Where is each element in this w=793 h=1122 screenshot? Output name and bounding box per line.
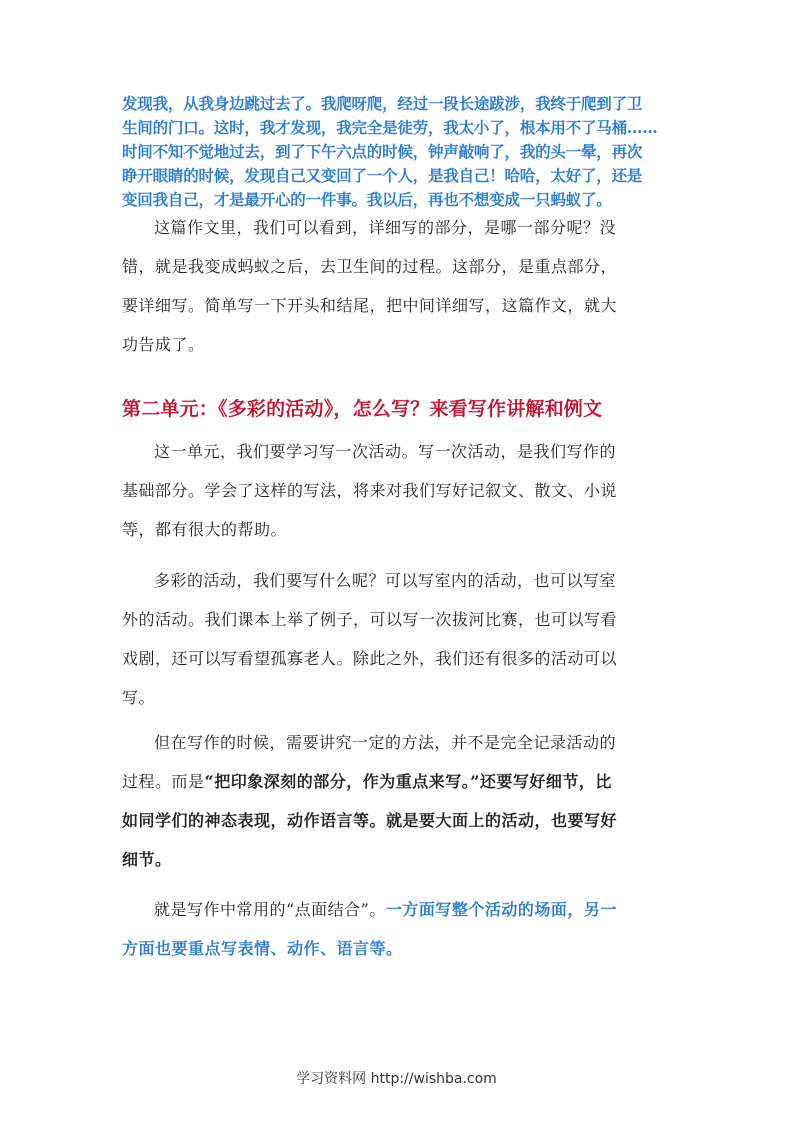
paragraph-line: 这篇作文里，我们可以看到，详细写的部分，是哪一部分呢？没	[154, 218, 617, 237]
paragraph-method	[122, 723, 670, 879]
footer-watermark: 学习资料网 http://wishba.com	[296, 1071, 497, 1087]
highlight-line: 方面也要重点写表情、动作、语言等。	[122, 939, 403, 958]
paragraph-line: 多彩的活动，我们要写什么呢？可以写室内的活动，也可以写室	[154, 571, 617, 590]
section-heading: 第二单元：《多彩的活动》，怎么写？来看写作讲解和例文	[122, 398, 603, 420]
paragraph-line: 戏剧，还可以写看望孤寡老人。除此之外，我们还有很多的活动可以	[122, 649, 618, 668]
blue-excerpt	[122, 92, 682, 212]
emphasis-line: 细节。	[122, 850, 172, 869]
paragraph-line: 外的活动。我们课本上举了例子，可以写一次拔河比赛，也可以写看	[122, 610, 618, 629]
paragraph-line: 功告成了。	[122, 335, 205, 354]
paragraph-what-to-write	[122, 561, 670, 717]
paragraph-line: 基础部分。学会了这样的写法，将来对我们写好记叙文、散文、小说	[122, 481, 618, 500]
paragraph-line: 写。	[122, 688, 156, 707]
paragraph-text: 就是写作中常用的“点面结合”。	[154, 900, 386, 919]
highlight-text: 一方面写整个活动的场面，另一	[385, 900, 617, 919]
paragraph-line: 等，都有很大的帮助。	[122, 520, 288, 539]
paragraph-line	[122, 890, 670, 929]
paragraph-point-surface	[122, 890, 670, 968]
excerpt-line: 时间不知不觉地过去，到了下午六点的时候，钟声敲响了，我的头一晕，再次	[122, 142, 643, 161]
excerpt-line: 生间的门口。这时，我才发现，我完全是徒劳，我太小了，根本用不了马桶……	[122, 118, 658, 137]
excerpt-line: 睁开眼睛的时候，发现自己又变回了一个人，是我自己！哈哈，太好了，还是	[122, 166, 643, 185]
paragraph-intro	[122, 432, 670, 549]
paragraph-analysis	[122, 208, 670, 364]
emphasis-text: “把印象深刻的部分，作为重点来写。”还要写好细节，比	[204, 772, 612, 791]
paragraph-line: 但在写作的时候，需要讲究一定的方法，并不是完全记录活动的	[154, 733, 617, 752]
paragraph-line: 要详细写。简单写一下开头和结尾，把中间详细写，这篇作文，就大	[122, 296, 618, 315]
excerpt-line: 变回我自己，才是最开心的一件事。我以后，再也不想变成一只蚂蚁了。	[122, 190, 612, 209]
paragraph-text: 过程。而是	[122, 772, 205, 791]
emphasis-line: 如同学们的神态表现，动作语言等。就是要大面上的活动，也要写好	[122, 811, 618, 830]
excerpt-line: 发现我，从我身边跳过去了。我爬呀爬，经过一段长途跋涉，我终于爬到了卫	[122, 94, 643, 113]
paragraph-line	[122, 762, 670, 801]
paragraph-line: 错，就是我变成蚂蚁之后，去卫生间的过程。这部分，是重点部分，	[122, 257, 618, 276]
paragraph-line: 这一单元，我们要学习写一次活动。写一次活动，是我们写作的	[154, 442, 617, 461]
